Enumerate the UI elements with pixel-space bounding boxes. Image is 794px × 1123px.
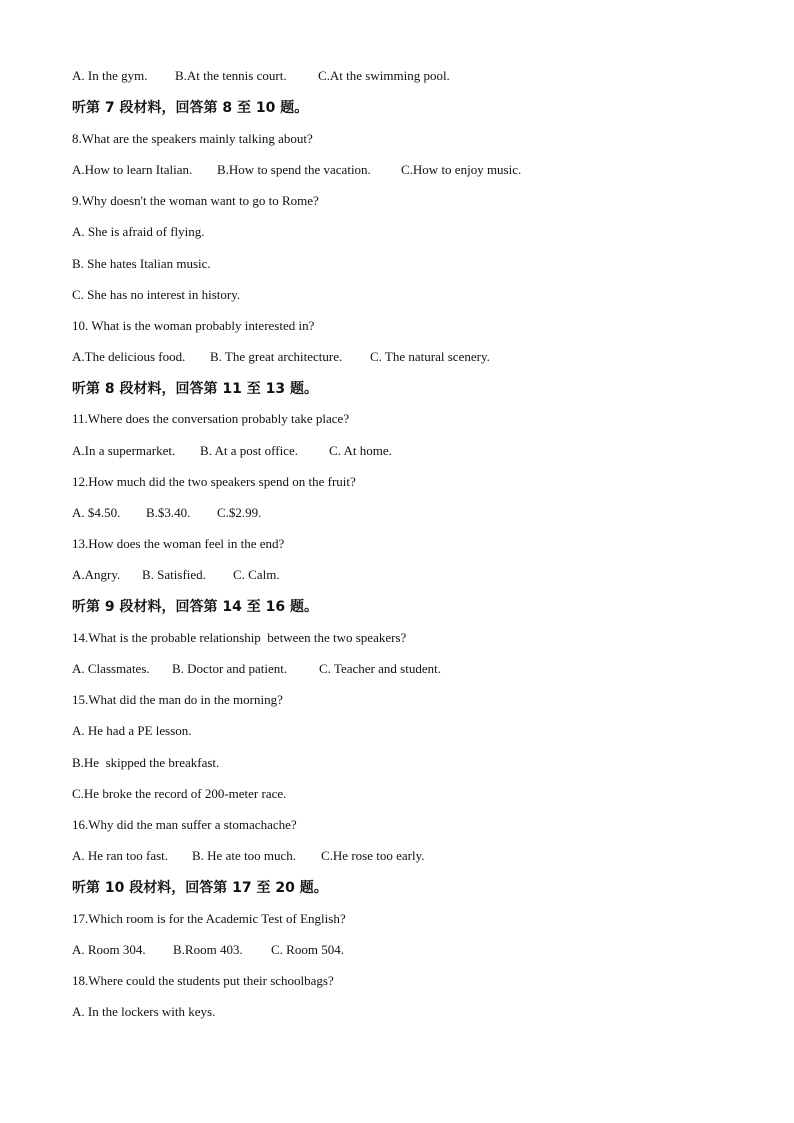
answer-option: C.He rose too early.	[321, 848, 425, 863]
answer-option: B. At a post office.	[200, 443, 298, 458]
answer-option: A. In the gym.	[72, 68, 148, 83]
answer-option: B. The great architecture.	[210, 349, 343, 364]
answer-option: B.Room 403.	[173, 942, 243, 957]
answer-option: B. She hates Italian music.	[72, 256, 211, 271]
answer-option: B. He ate too much.	[192, 848, 296, 863]
answer-option: C. Calm.	[233, 567, 280, 582]
answer-option: C. The natural scenery.	[370, 349, 490, 364]
question-text: 13.How does the woman feel in the end?	[72, 536, 285, 551]
answer-option: B.He skipped the breakfast.	[72, 755, 220, 770]
answer-option: A. He had a PE lesson.	[72, 723, 192, 738]
question-text: 8.What are the speakers mainly talking about?	[72, 131, 313, 146]
answer-option: A.Angry.	[72, 567, 121, 582]
answer-option: C. Teacher and student.	[319, 661, 441, 676]
question-text: 10. What is the woman probably interested in?	[72, 318, 315, 333]
answer-option: A. $4.50.	[72, 505, 121, 520]
section-heading: 听第 7 段材料，回答第 8 至 10 题。	[72, 100, 309, 116]
answer-option: A. Classmates.	[72, 661, 150, 676]
answer-option: A.The delicious food.	[72, 349, 186, 364]
answer-option: B.How to spend the vacation.	[217, 162, 371, 177]
answer-option: C. She has no interest in history.	[72, 287, 241, 302]
answer-option: A. Room 304.	[72, 942, 146, 957]
question-text: 17.Which room is for the Academic Test of English?	[72, 911, 346, 926]
answer-option: C.$2.99.	[217, 505, 262, 520]
question-text: 14.What is the probable relationship between the two speakers?	[72, 630, 407, 645]
answer-option: C.How to enjoy music.	[401, 162, 522, 177]
answer-option: C.He broke the record of 200-meter race.	[72, 786, 287, 801]
question-text: 15.What did the man do in the morning?	[72, 692, 283, 707]
answer-option: A.In a supermarket.	[72, 443, 176, 458]
answer-option: A. He ran too fast.	[72, 848, 169, 863]
section-heading: 听第 10 段材料，回答第 17 至 20 题。	[72, 880, 328, 896]
answer-option: A. In the lockers with keys.	[72, 1004, 216, 1019]
answer-option: C. At home.	[329, 443, 392, 458]
answer-option: B.At the tennis court.	[175, 68, 287, 83]
answer-option: B. Satisfied.	[142, 567, 206, 582]
question-text: 11.Where does the conversation probably take place?	[72, 411, 350, 426]
answer-option: C. Room 504.	[271, 942, 344, 957]
answer-option: B.$3.40.	[146, 505, 191, 520]
answer-option: C.At the swimming pool.	[318, 68, 450, 83]
question-text: 9.Why doesn't the woman want to go to Rome?	[72, 193, 319, 208]
answer-option: A. She is afraid of flying.	[72, 224, 205, 239]
question-text: 18.Where could the students put their schoolbags?	[72, 973, 334, 988]
answer-option: A.How to learn Italian.	[72, 162, 193, 177]
section-heading: 听第 8 段材料，回答第 11 至 13 题。	[72, 381, 318, 397]
section-heading: 听第 9 段材料，回答第 14 至 16 题。	[72, 599, 318, 615]
question-text: 12.How much did the two speakers spend on the fruit?	[72, 474, 356, 489]
question-text: 16.Why did the man suffer a stomachache?	[72, 817, 297, 832]
answer-option: B. Doctor and patient.	[172, 661, 288, 676]
